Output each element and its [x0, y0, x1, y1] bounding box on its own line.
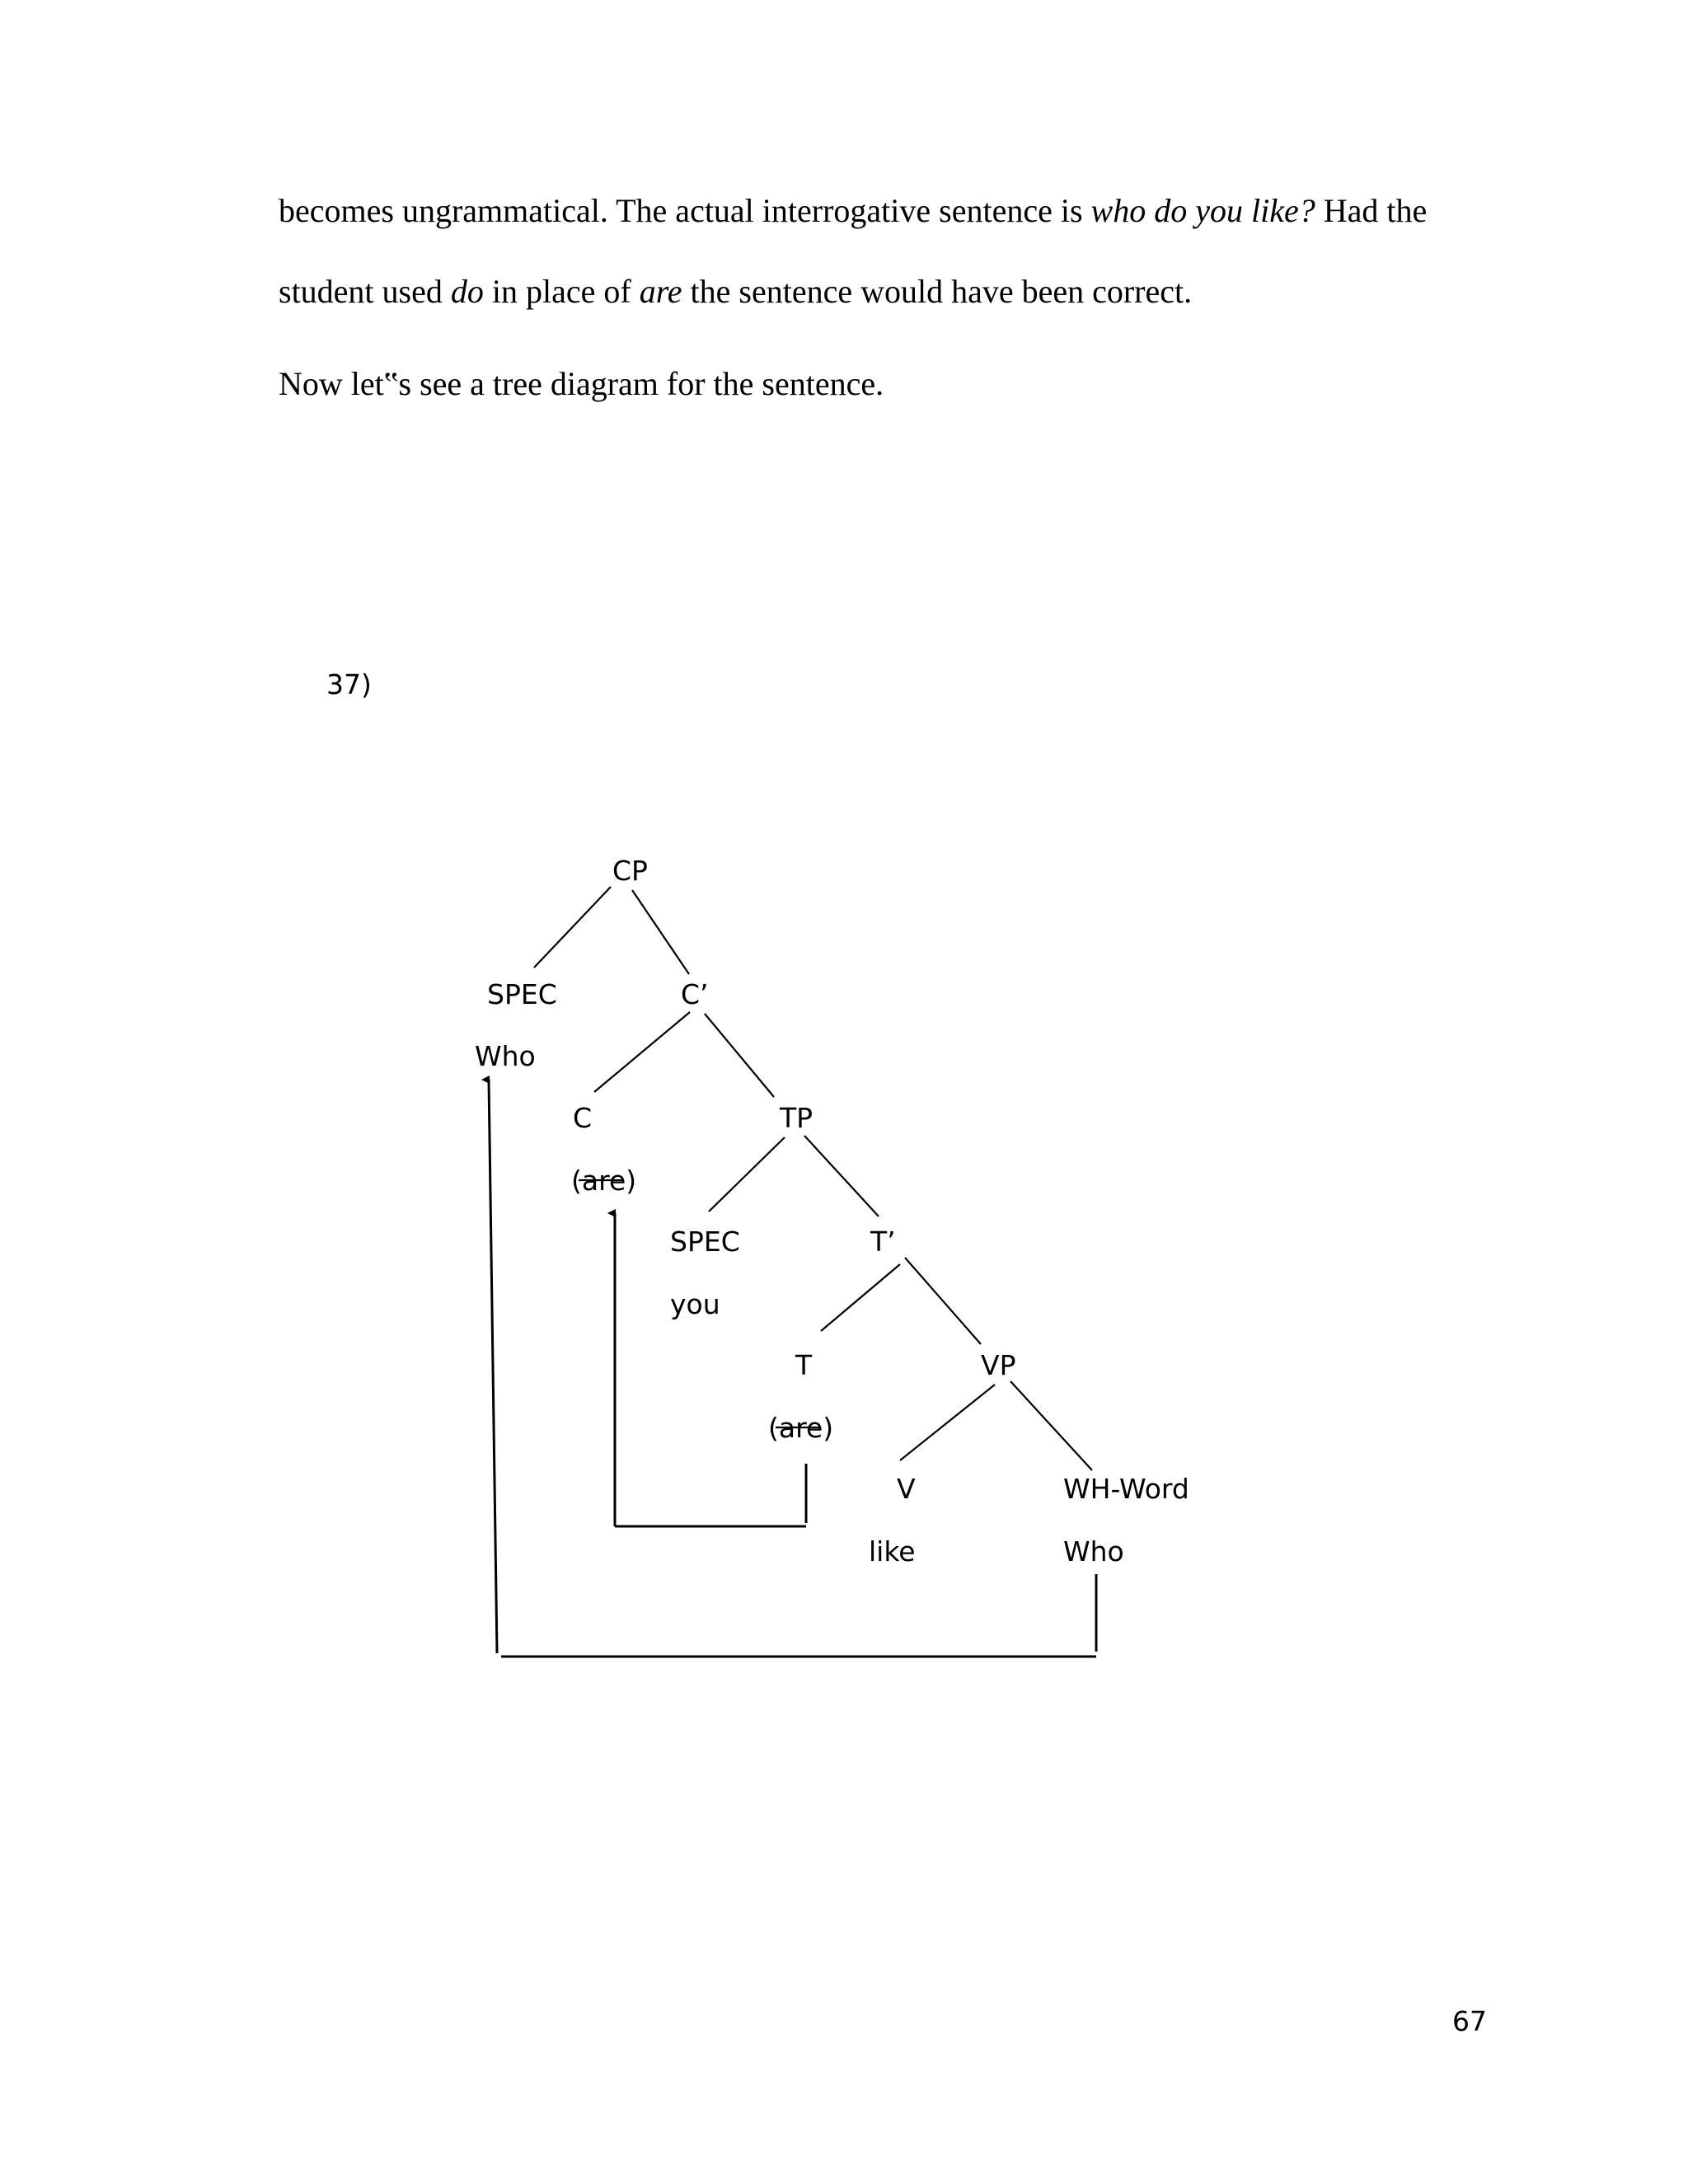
line1-italic-question: who do you like?	[1090, 192, 1315, 229]
node-spec-c: SPEC	[487, 978, 557, 1010]
branch-cp-spec	[534, 887, 611, 968]
movement-arrow-to-spec	[489, 1080, 497, 1653]
node-c-bar: C’	[681, 978, 709, 1010]
node-cp: CP	[612, 855, 648, 887]
branch-cbar-c	[594, 1012, 690, 1092]
c-are-open: (	[571, 1165, 582, 1197]
branch-vp-wh	[1010, 1381, 1092, 1470]
branch-tbar-vp	[905, 1258, 981, 1344]
node-who-base: Who	[1063, 1535, 1124, 1568]
branch-cbar-tp	[705, 1014, 774, 1097]
node-wh-word: WH-Word	[1063, 1473, 1189, 1505]
node-t: T	[795, 1349, 813, 1381]
node-vp: VP	[981, 1349, 1016, 1381]
branch-tp-tbar	[804, 1136, 879, 1216]
node-c: C	[573, 1102, 593, 1134]
node-who-moved: Who	[475, 1040, 536, 1072]
paragraph-line-3: Now let‟s see a tree diagram for the sentence.	[279, 365, 884, 402]
page-number: 67	[1452, 2005, 1487, 2037]
line2-italic-are: are	[639, 273, 682, 310]
t-are-close: )	[823, 1412, 834, 1444]
node-tp: TP	[780, 1102, 814, 1134]
t-are-open: (	[768, 1412, 779, 1444]
branch-tp-spec	[709, 1137, 785, 1212]
branch-cp-cbar	[632, 890, 689, 974]
node-like: like	[869, 1535, 916, 1568]
node-t-bar: T’	[870, 1226, 896, 1258]
example-number: 37)	[326, 668, 372, 701]
line1-text-a: becomes ungrammatical. The actual interrogative sentence is	[279, 192, 1091, 229]
c-are-word: are	[581, 1165, 626, 1197]
branch-vp-v	[900, 1385, 995, 1460]
branch-tbar-t	[821, 1264, 900, 1331]
node-spec-t: SPEC	[670, 1226, 740, 1258]
line2-italic-do: do	[450, 273, 484, 310]
c-are-close: )	[626, 1165, 637, 1197]
line2-text-c: the sentence would have been correct.	[682, 273, 1193, 310]
node-you: you	[670, 1288, 720, 1320]
node-v: V	[897, 1473, 916, 1505]
line2-text-a: student used	[279, 273, 451, 310]
t-are-word: are	[778, 1412, 823, 1444]
line2-text-b: in place of	[483, 273, 640, 310]
line1-text-b: Had the	[1315, 192, 1428, 229]
